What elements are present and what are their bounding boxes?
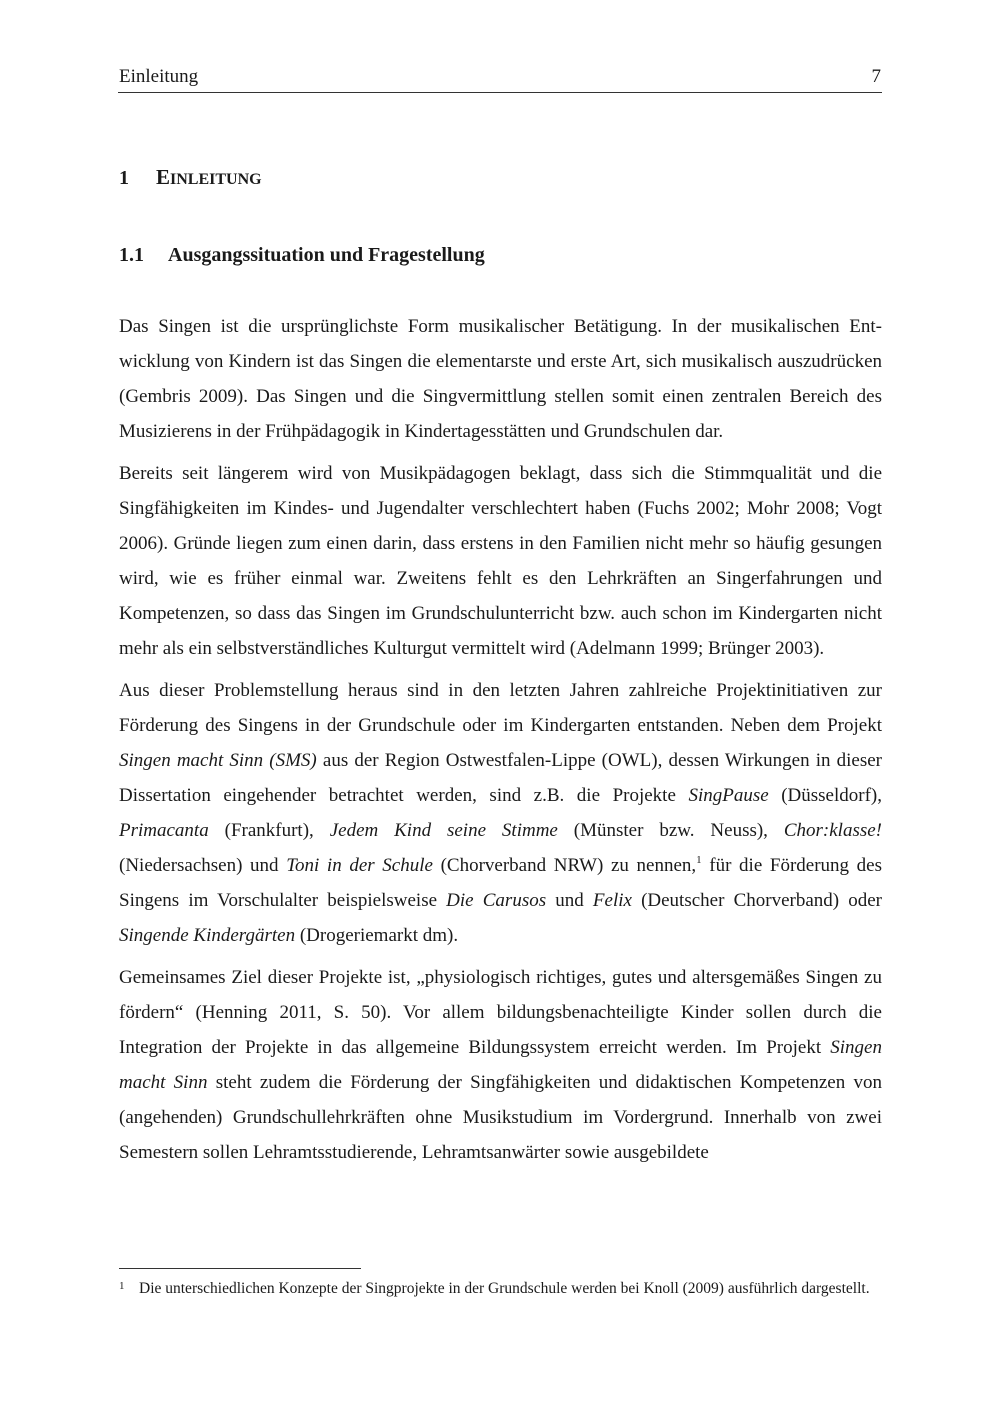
text-run: für die Förderung des Singens im Vorschulalter beispielsweise — [119, 855, 882, 911]
text-run: (Deutscher Chorverband) oder — [631, 890, 882, 911]
chapter-heading — [119, 165, 262, 190]
project-name: Jedem Kind seine Stimme — [329, 820, 558, 841]
project-name: Singen macht Sinn (SMS) — [119, 750, 317, 771]
footnote-mark: 1 — [119, 1280, 125, 1292]
body-text — [119, 309, 882, 1177]
text-run: Gemeinsames Ziel dieser Projekte ist, „physiologisch richtiges, gutes und altersgemäßes Singen zu fördern“ (Henning 2011, S. 50). Vor allem bildungsbenachteiligte Kinder sollen durch die Integration der Projekte in das allgemeine Bildungssystem erreicht werden. Im Projekt — [119, 967, 882, 1058]
project-name: Primacanta — [119, 820, 209, 841]
paragraph-4 — [119, 960, 882, 1170]
paragraph-3 — [119, 673, 882, 953]
footnote-reference[interactable]: 1 — [696, 853, 702, 866]
project-name: Chor:klasse! — [783, 820, 882, 841]
chapter-number: 1 — [119, 167, 129, 189]
paragraph-1: Das Singen ist die ursprünglichste Form musikalischer Betätigung. In der musikalischen Entwicklung von Kindern ist das Singen die elementarste und erste Art, sich musikalisch auszudrücken (Gembris 2009). Das Singen und die Singvermittlung stellen somit einen zentralen Bereich des Musizierens in der Frühpädagogik in Kindertagesstätten und Grundschulen dar. — [119, 316, 882, 442]
project-name: Die Carusos — [446, 890, 547, 911]
text-run: und — [546, 890, 593, 911]
text-run: Aus dieser Problemstellung heraus sind in den letzten Jahren zahlreiche Projektinitiativen zur Förderung des Singens in der Grundschule oder im Kindergarten entstanden. Neben dem Projekt — [119, 680, 882, 736]
text-run: (Münster bzw. Neuss), — [557, 820, 784, 841]
text-run: aus der Region Ostwestfalen-Lippe (OWL), dessen Wirkungen in dieser Dissertation eingehender betrachtet werden, sind z.B. die Projekte — [119, 750, 882, 806]
project-name: Toni in der Schule — [286, 855, 433, 876]
footnote — [119, 1279, 882, 1299]
project-name: Singende Kindergärten — [119, 925, 296, 946]
text-run: (Niedersachsen) und — [119, 855, 287, 876]
text-run: (Frankfurt), — [208, 820, 330, 841]
text-run: (Düsseldorf), — [768, 785, 883, 806]
project-name: SingPause — [688, 785, 769, 806]
project-name: Felix — [592, 890, 632, 911]
running-header — [118, 64, 882, 93]
section-number: 1.1 — [119, 244, 144, 266]
footnote-separator — [119, 1268, 361, 1269]
page-number: 7 — [871, 66, 881, 87]
chapter-title-rest: INLEITUNG — [170, 171, 262, 188]
section-heading — [119, 244, 485, 267]
text-run: steht zudem die Förderung der Singfähigkeiten und didaktischen Kompetenzen von (angehenden) Grundschullehrkräften ohne Musikstudium im Vordergrund. Innerhalb von zwei Semestern sollen Lehramtsstudierende, Lehramtsanwärter sowie ausgebildete — [119, 1072, 882, 1163]
text-run: (Drogeriemarkt dm). — [295, 925, 459, 946]
project-name: Singen macht Sinn — [119, 1037, 882, 1093]
running-title: Einleitung — [119, 66, 199, 87]
text-run: (Chorverband NRW) zu nennen, — [432, 855, 697, 876]
paragraph-2: Bereits seit längerem wird von Musikpädagogen beklagt, dass sich die Stimmqualität und die Singfähigkeiten im Kindes- und Jugendalter verschlechtert haben (Fuchs 2002; Mohr 2008; Vogt 2006). Gründe liegen zum einen darin, dass erstens in den Familien nicht mehr so häufig gesungen wird, wie es früher einmal war. Zweitens fehlt es den Lehrkräften an Singerfahrungen und Kompetenzen, so dass das Singen im Grundschulunterricht bzw. auch schon im Kindergarten nicht mehr als ein selbstverständliches Kulturgut vermittelt wird (Adelmann 1999; Brünger 2003). — [119, 463, 882, 659]
footnote-text: Die unterschiedlichen Konzepte der Singprojekte in der Grundschule werden bei Knoll (2009) ausführlich dargestellt. — [139, 1280, 870, 1297]
chapter-title-initial: E — [156, 165, 171, 189]
section-title: Ausgangssituation und Fragestellung — [168, 244, 485, 266]
